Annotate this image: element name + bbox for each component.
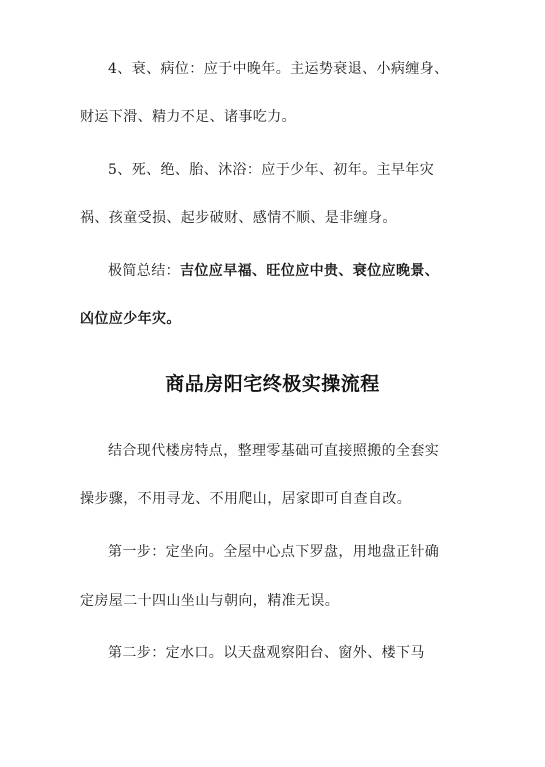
paragraph-5-line-1: 5、死、绝、胎、沐浴：应于少年、初年。主早年灾 xyxy=(108,162,435,178)
summary-bold-text: 吉位应早福、旺位应中贵、衰位应晚景、 xyxy=(180,263,440,279)
paragraph-4-line-1: 4、衰、病位：应于中晚年。主运势衰退、小病缠身、 xyxy=(108,61,449,77)
paragraph-5-line-2: 祸、孩童受损、起步破财、感情不顺、是非缠身。 xyxy=(80,210,397,226)
intro-line-1: 结合现代楼房特点，整理零基础可直接照搬的全套实 xyxy=(108,443,440,459)
intro-line-2: 操步骤，不用寻龙、不用爬山，居家即可自查自改。 xyxy=(80,491,412,507)
section-heading: 商品房阳宅终极实操流程 xyxy=(165,373,380,395)
summary-line-2: 凶位应少年灾。 xyxy=(80,311,181,327)
step-2-line-1: 第二步：定水口。以天盘观察阳台、窗外、楼下马 xyxy=(108,645,425,661)
step-1-line-1: 第一步：定坐向。全屋中心点下罗盘，用地盘正针确 xyxy=(108,544,440,560)
summary-label: 极简总结： xyxy=(108,263,180,279)
step-1-line-2: 定房屋二十四山坐山与朝向，精准无误。 xyxy=(80,593,340,609)
summary-line-1 xyxy=(108,261,480,281)
paragraph-4-line-2: 财运下滑、精力不足、诸事吃力。 xyxy=(80,109,296,125)
